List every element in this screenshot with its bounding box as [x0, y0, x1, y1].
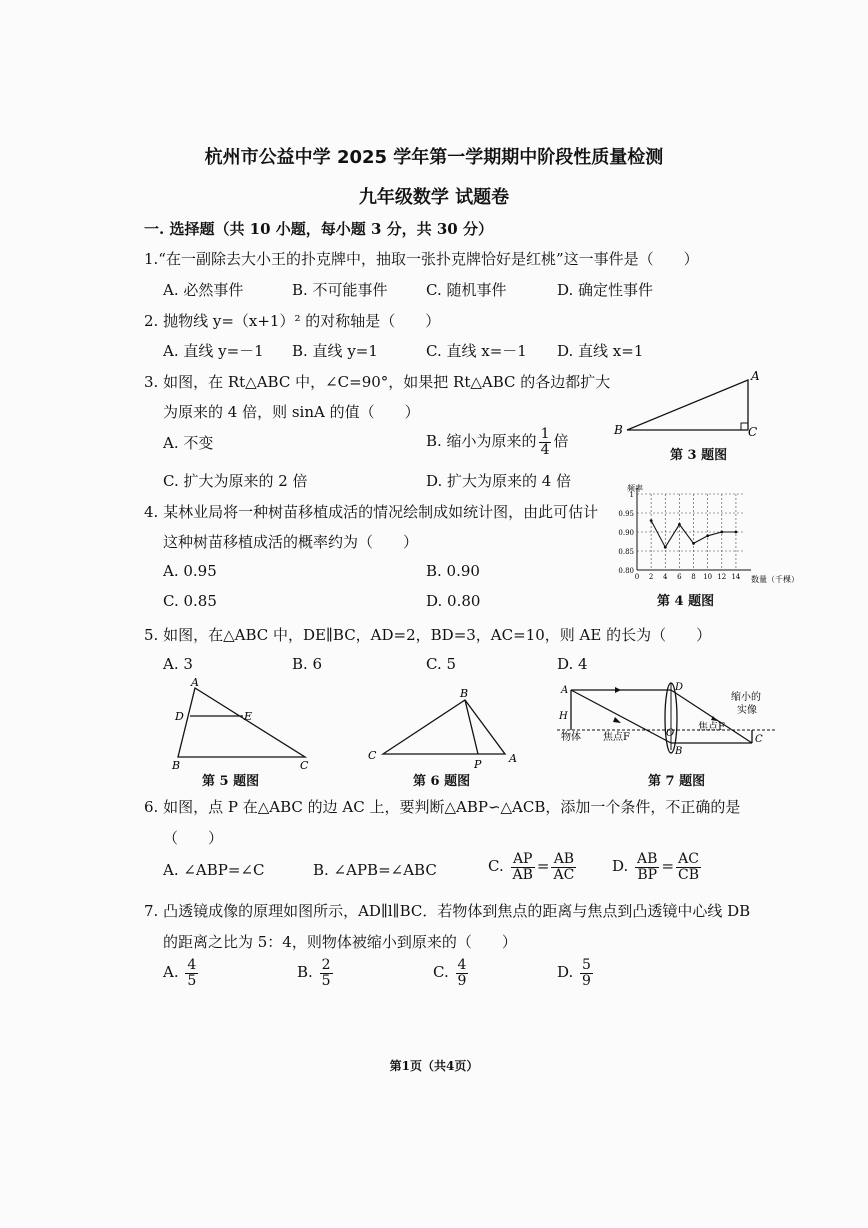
fraction [320, 958, 333, 988]
q5-option-c: C. 5 [426, 655, 457, 673]
q5-label-a: A [191, 676, 199, 689]
q5-label-e: E [244, 710, 253, 723]
q7-label-c: C [755, 734, 763, 745]
fraction-numerator: AB [551, 852, 576, 868]
q2-option-a: A. 直线 y=－1 [163, 342, 264, 360]
option-label: C. [433, 963, 449, 982]
q7-label-b: B [675, 746, 683, 757]
q7-arrow-1 [615, 687, 621, 693]
q4-option-c: C. 0.85 [163, 592, 217, 610]
q7-label-a: A [561, 685, 569, 696]
x-tick-label: 2 [648, 573, 654, 581]
q3-label-c: C [748, 425, 758, 439]
q5-option-d: D. 4 [557, 655, 588, 673]
q7-label-focus-right: 焦点F [698, 722, 725, 733]
q1-option-c: C. 随机事件 [426, 281, 507, 299]
fraction-numerator: 4 [457, 957, 467, 973]
q5-label-d: D [175, 710, 184, 723]
q7-label-o: O [666, 728, 675, 739]
x-tick-label: 8 [691, 573, 696, 581]
q7-label-focus-left: 焦点F [603, 732, 630, 743]
x-tick-label: 12 [717, 573, 727, 581]
fraction [551, 852, 576, 882]
data-point [706, 534, 709, 537]
data-point [650, 519, 653, 522]
q4-option-b: B. 0.90 [426, 562, 480, 580]
data-point [735, 531, 738, 534]
q2-option-d: D. 直线 x=1 [557, 342, 644, 360]
q5-label-b: B [172, 759, 181, 771]
q7-figure-caption: 第 7 题图 [648, 774, 706, 789]
chart-x-label: 数量（千棵） [751, 575, 799, 584]
fraction-denominator: BP [637, 866, 658, 883]
fraction-denominator: 5 [187, 972, 197, 989]
q3-label-b: B [614, 423, 623, 437]
question-6-stem-2: （ ） [163, 829, 224, 847]
q5-figure [165, 676, 325, 771]
q2-option-b: B. 直线 y=1 [292, 342, 378, 360]
y-tick-label: 0.95 [618, 510, 634, 518]
q5-option-b: B. 6 [292, 655, 323, 673]
q6-figure-caption: 第 6 题图 [413, 774, 471, 789]
x-tick-label: 10 [703, 573, 713, 581]
q3-right-angle-mark [741, 423, 748, 430]
q1-option-a: A. 必然事件 [163, 281, 244, 299]
data-point [678, 523, 681, 526]
fraction-numerator: AB [637, 851, 658, 867]
y-tick-label: 0.80 [618, 567, 634, 575]
question-4-stem-1: 4. 某林业局将一种树苗移植成活的情况绘制成如统计图，由此可估计 [144, 503, 599, 521]
option-label: B. [297, 963, 313, 982]
fraction-denominator: AC [553, 866, 575, 883]
q7-figure [555, 678, 785, 770]
q6-label-c: C [368, 749, 377, 762]
q7-option-a [163, 958, 200, 988]
page-number: 第1页（共4页） [389, 1059, 479, 1073]
q3-figure-caption: 第 3 题图 [670, 448, 728, 463]
q7-label-object: 物体 [561, 732, 581, 743]
x-tick-label: 6 [677, 573, 682, 581]
x-tick-label: 0 [634, 573, 640, 581]
fraction-numerator: AC [676, 852, 701, 868]
question-2-stem: 2. 抛物线 y=（x+1）² 的对称轴是（ ） [144, 312, 441, 330]
q3-triangle [627, 380, 748, 430]
fraction [456, 958, 469, 988]
q5-figure-caption: 第 5 题图 [202, 774, 260, 789]
exam-title: 杭州市公益中学 2025 学年第一学期期中阶段性质量检测 [204, 147, 664, 168]
data-point [664, 546, 667, 549]
q5-triangle [178, 688, 305, 757]
y-tick-label: 1 [629, 491, 634, 499]
fraction [185, 958, 198, 988]
question-5-stem: 5. 如图，在△ABC 中，DE∥BC，AD=2，BD=3，AC=10，则 AE 的长为（ ） [144, 626, 712, 644]
question-4-stem-2: 这种树苗移植成活的概率约为（ ） [163, 533, 419, 551]
q1-option-d: D. 确定性事件 [557, 281, 654, 299]
q7-label-image-2: 实像 [737, 705, 757, 716]
chart-y-label: 频率 [627, 484, 643, 493]
q3-label-a: A [751, 369, 760, 383]
q6-option-a: A. ∠ABP=∠C [163, 861, 265, 879]
fraction-numerator: 1 [540, 426, 550, 442]
q6-label-b: B [460, 687, 469, 700]
question-7-stem-1: 7. 凸透镜成像的原理如图所示，AD∥l∥BC．若物体到焦点的距离与焦点到凸透镜中心线 DB [144, 902, 751, 920]
q7-arrow-3 [613, 717, 621, 723]
q4-option-a: A. 0.95 [163, 562, 217, 580]
q6-figure [365, 684, 525, 770]
x-tick-label: 4 [663, 573, 668, 581]
q3-option-b-fraction [539, 427, 552, 457]
fraction-denominator: 9 [582, 972, 591, 989]
data-point [692, 542, 695, 545]
fraction-denominator: 5 [321, 972, 331, 989]
question-1-stem: 1.“在一副除去大小王的扑克牌中，抽取一张扑克牌恰好是红桃”这一事件是（ ） [144, 250, 699, 268]
q3-option-c: C. 扩大为原来的 2 倍 [163, 472, 308, 490]
y-tick-label: 0.85 [618, 548, 634, 556]
q3-option-b [426, 427, 569, 457]
chart-axes [637, 488, 751, 570]
fraction [580, 958, 593, 988]
q7-label-image-1: 缩小的 [731, 692, 761, 703]
fraction-denominator: CB [678, 866, 700, 883]
exam-subtitle: 九年级数学 试题卷 [358, 187, 510, 208]
fraction-denominator: AB [512, 866, 533, 883]
q6-option-d: D. $\frac{AB}{BP}$ = $\frac{AC}{CB}$ [612, 851, 700, 883]
fraction [511, 852, 535, 882]
option-label: A. [163, 963, 179, 982]
q6-option-b: B. ∠APB=∠ABC [313, 861, 437, 879]
q6-option-c-label: C. [488, 857, 504, 876]
fraction-numerator: 2 [321, 957, 331, 973]
fraction-numerator: 4 [187, 957, 197, 973]
question-7-stem-2: 的距离之比为 5：4，则物体被缩小到原来的（ ） [163, 933, 517, 951]
y-tick-label: 0.90 [618, 529, 634, 537]
data-point [720, 531, 723, 534]
q7-option-d [557, 958, 595, 988]
q7-label-d: D [675, 682, 684, 693]
q4-figure-caption: 第 4 题图 [657, 594, 715, 609]
q6-label-p: P [474, 758, 482, 770]
q4-frequency-chart [603, 482, 803, 590]
q6-option-d-label: D. [612, 857, 629, 876]
section-heading: 一. 选择题（共 10 小题，每小题 3 分，共 30 分） [144, 220, 493, 238]
fraction-denominator: 9 [457, 972, 467, 989]
option-label: D. [557, 963, 574, 982]
q7-label-h: H [559, 711, 568, 722]
q3-option-b-suffix: 倍 [553, 432, 569, 451]
fraction-numerator: AP [511, 852, 535, 868]
question-6-stem-1: 6. 如图，点 P 在△ABC 的边 AC 上，要判断△ABP∽△ACB，添加一个条件，不正确的是 [144, 798, 741, 816]
question-3-stem-1: 3. 如图，在 Rt△ABC 中，∠C=90°，如果把 Rt△ABC 的各边都扩大 [144, 373, 611, 391]
fraction-denominator: 4 [540, 441, 550, 458]
fraction [676, 852, 701, 882]
q4-option-d: D. 0.80 [426, 592, 481, 610]
q3-option-a: A. 不变 [163, 434, 214, 452]
q1-option-b: B. 不可能事件 [292, 281, 388, 299]
q2-option-c: C. 直线 x=－1 [426, 342, 527, 360]
q6-triangle [383, 700, 505, 754]
question-3-stem-2: 为原来的 4 倍，则 sinA 的值（ ） [163, 403, 420, 421]
q3-option-d: D. 扩大为原来的 4 倍 [426, 472, 572, 490]
q6-label-a: A [509, 752, 517, 765]
q7-option-b [297, 958, 335, 988]
q6-option-c: C. $\frac{AP}{AB}$ = $\frac{AB}{AC}$ [488, 851, 575, 883]
q3-option-b-text: B. 缩小为原来的 [426, 432, 537, 451]
q5-label-c: C [300, 759, 309, 771]
q5-option-a: A. 3 [163, 655, 193, 673]
q7-option-c [433, 958, 470, 988]
x-tick-label: 14 [731, 573, 741, 581]
fraction [635, 852, 659, 882]
fraction-numerator: 5 [582, 957, 591, 973]
